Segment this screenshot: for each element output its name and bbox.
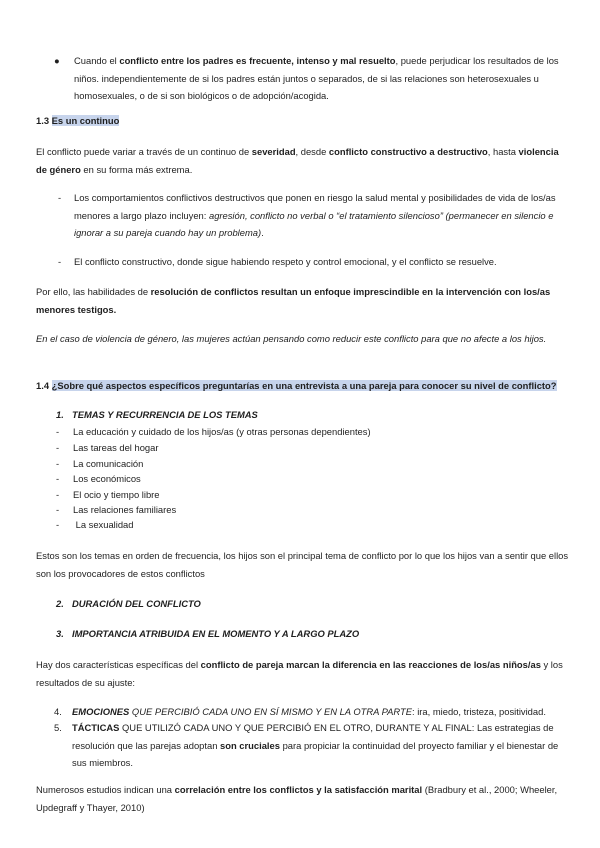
item-number: 1.: [56, 409, 64, 420]
text: (Bradbury et al., 2000; Wheeler, Updegraff y Thayer, 2010): [36, 784, 558, 813]
numbered-heading-duration: [56, 596, 201, 612]
item-text: La comunicación: [73, 458, 144, 469]
topic-list-item: [56, 471, 141, 487]
text: El conflicto constructivo, donde sigue habiendo respeto y control emocional, y el conflicto se resuelve.: [74, 256, 497, 267]
dash-item-destructive: [58, 189, 570, 242]
bold-text: TÁCTICAS: [72, 722, 120, 733]
text: Los comportamientos conflictivos destructivos que ponen en riesgo la salud mental y posibilidades de vida de los/as menores a largo plazo incluyen:: [74, 192, 556, 221]
numbered-heading-topics: [56, 407, 258, 423]
section-heading-1-4: [36, 377, 592, 395]
text: Estos son los temas en orden de frecuencia, los hijos son el principal tema de conflicto por lo que los hijos van a sentir que ellos son los provocadores de estos conflictos: [36, 550, 569, 579]
item-number: 5.: [54, 722, 62, 733]
heading-number: 1.3: [36, 115, 52, 126]
item-text: TEMAS Y RECURRENCIA DE LOS TEMAS: [72, 409, 258, 420]
topic-list-item: [56, 517, 133, 533]
paragraph-continuum: [36, 143, 570, 178]
item-text: IMPORTANCIA ATRIBUIDA EN EL MOMENTO Y A LARGO PLAZO: [72, 628, 360, 639]
text: Por ello, las habilidades de: [36, 286, 151, 297]
bullet-paragraph: [54, 52, 570, 105]
bold-text: conflicto de pareja marcan la diferencia en las reacciones de los/as niños/as: [200, 659, 541, 670]
paragraph-skills: [36, 283, 570, 318]
section-heading-1-3: [36, 112, 570, 130]
dash-marker: -: [56, 458, 60, 469]
bold-text: correlación entre los conflictos y la satisfacción marital: [174, 784, 423, 795]
italic-text: agresión, conflicto no verbal o “el tratamiento silencioso” (permanecer en silencio e ignorar a su pareja cuando hay un problema): [74, 209, 554, 238]
dash-marker: -: [56, 442, 60, 453]
item-text: Los económicos: [73, 473, 141, 484]
bold-text: severidad: [251, 146, 296, 157]
topic-list-item: [56, 440, 158, 456]
bold-text: conflicto constructivo a destructivo: [328, 146, 488, 157]
dash-marker: -: [56, 489, 60, 500]
text: y los resultados de su ajuste:: [36, 659, 563, 688]
text: Cuando el: [74, 55, 120, 66]
dash-marker: -: [56, 426, 60, 437]
dash-marker: -: [56, 473, 60, 484]
text: .: [261, 227, 264, 238]
bullet-icon: ●: [54, 55, 60, 66]
text: QUE UTILIZÓ CADA UNO Y QUE PERCIBIÓ EN EL OTRO, DURANTE Y AL FINAL: Las estrategias de resolución que las parejas adoptan: [72, 722, 554, 751]
numbered-heading-importance: [56, 626, 359, 642]
topic-list-item: [56, 456, 143, 472]
item-number: 4.: [54, 706, 62, 717]
dash-marker: -: [58, 192, 62, 203]
item-text: Las tareas del hogar: [73, 442, 159, 453]
numbered-item-tactics: [54, 719, 570, 772]
topic-list-item: [56, 487, 160, 503]
bold-text: son cruciales: [220, 739, 280, 751]
item-text: Las relaciones familiares: [73, 504, 177, 515]
text: El conflicto puede variar a través de un continuo de: [36, 146, 252, 157]
dash-item-constructive: [58, 253, 570, 271]
text: : ira, miedo, tristeza, positividad.: [412, 706, 546, 717]
text: , hasta: [487, 146, 519, 157]
italic-text: En el caso de violencia de género, las mujeres actúan pensando como reducir este conflicto para que no afecte a los hijos.: [36, 333, 547, 344]
dash-marker: -: [56, 504, 60, 515]
item-text: La sexualidad: [73, 519, 134, 530]
topic-list-item: [56, 424, 371, 440]
item-text: DURACIÓN DEL CONFLICTO: [72, 598, 201, 609]
bold-text: conflicto entre los padres es frecuente, intenso y mal resuelto: [119, 55, 396, 66]
topic-list-item: [56, 502, 176, 518]
text: Hay dos características específicas del: [36, 659, 201, 670]
heading-text: Es un continuo: [51, 115, 120, 126]
item-text: La educación y cuidado de los hijos/as (y otras personas dependientes): [73, 426, 371, 437]
heading-text: ¿Sobre qué aspectos específicos preguntarías en una entrevista a una pareja para conocer su nivel de conflicto?: [51, 380, 557, 391]
text: para propiciar la continuidad del proyecto familiar y el bienestar de sus miembros.: [72, 739, 559, 768]
text: , puede perjudicar los resultados de los niños. independientemente de si los padres están juntos o separados, de si las relaciones son heterosexuales u homosexuales, o de si son biológicos o de adopción/acogida.: [74, 55, 559, 101]
bold-text: violencia de género: [36, 146, 559, 175]
bold-text: resolución de conflictos resultan un enfoque imprescindible en la intervención con los/as menores testigos.: [36, 286, 551, 315]
dash-marker: -: [56, 519, 60, 530]
italic-text: QUE PERCIBIÓ CADA UNO EN SÍ MISMO Y EN LA OTRA PARTE: [129, 706, 413, 717]
item-number: 3.: [56, 628, 64, 639]
numbered-item-emotions: [54, 703, 570, 721]
paragraph-studies: [36, 781, 570, 816]
bold-italic-text: EMOCIONES: [72, 706, 130, 717]
item-number: 2.: [56, 598, 64, 609]
text: , desde: [295, 146, 329, 157]
paragraph-characteristics: [36, 656, 570, 691]
paragraph-gender-violence: [36, 330, 570, 348]
text: Numerosos estudios indican una: [36, 784, 175, 795]
paragraph-frequency: [36, 547, 570, 582]
item-text: El ocio y tiempo libre: [73, 489, 160, 500]
dash-marker: -: [58, 256, 62, 267]
text: en su forma más extrema.: [80, 163, 193, 175]
heading-number: 1.4: [36, 380, 52, 391]
